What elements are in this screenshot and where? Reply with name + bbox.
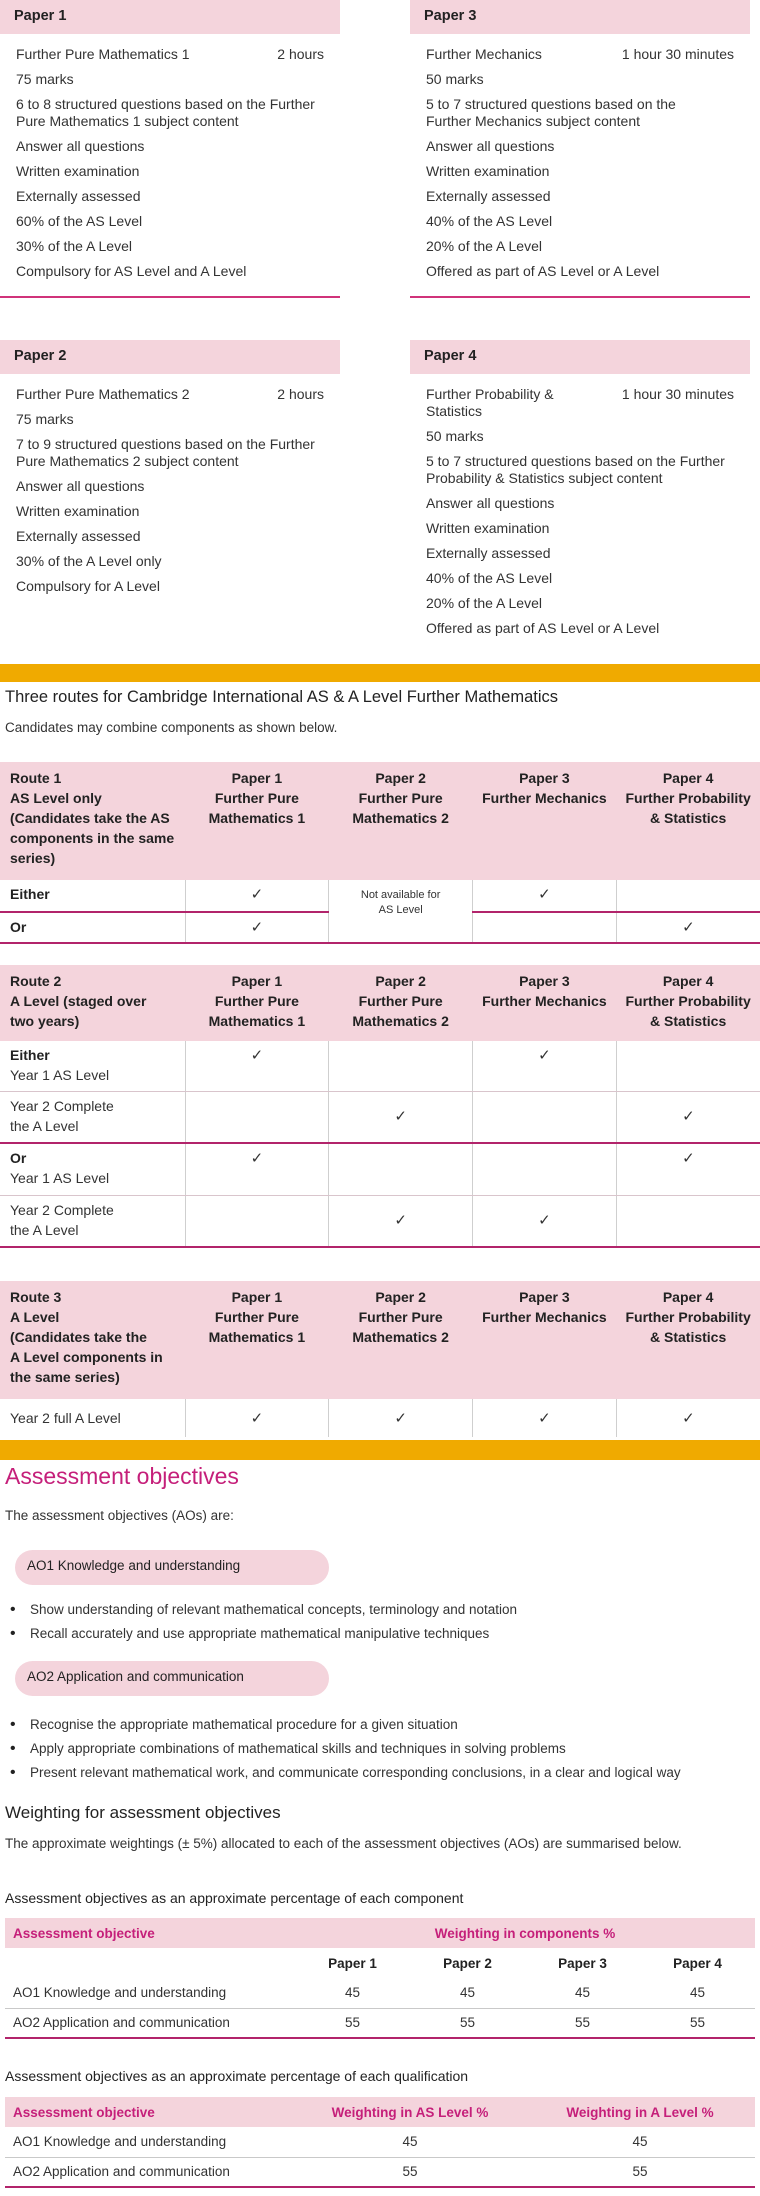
column-header: Weighting in A Level % — [525, 2097, 755, 2127]
paper-detail: 5 to 7 structured questions based on the Further Probability & Statistics subject content — [426, 453, 725, 486]
paper-detail: Compulsory for A Level — [16, 578, 160, 594]
check-icon: ✓ — [538, 886, 551, 903]
table-cell: 45 — [525, 2127, 755, 2157]
list-item: • Show understanding of relevant mathematical concepts, terminology and notation — [8, 1598, 517, 1622]
ao2-label: AO2 Application and communication — [15, 1661, 329, 1696]
paper-detail: 5 to 7 structured questions based on the Further Mechanics subject content — [426, 96, 676, 129]
check-icon: ✓ — [682, 1150, 695, 1167]
table-cell: 45 — [410, 1978, 525, 2008]
check-icon: ✓ — [394, 1108, 407, 1126]
check-icon: ✓ — [538, 1409, 551, 1427]
component-table-caption: Assessment objectives as an approximate percentage of each component — [5, 1890, 464, 1906]
route-1-table — [0, 762, 760, 944]
table-cell: 55 — [525, 2157, 755, 2187]
paper-detail: Answer all questions — [426, 495, 555, 511]
column-header-paper-2: Paper 2 Further Pure Mathematics 2 — [329, 965, 473, 1041]
column-header: Assessment objective — [5, 1918, 295, 1948]
qualification-weighting-table — [5, 2097, 755, 2188]
routes-title: Three routes for Cambridge International AS & A Level Further Mathematics — [5, 688, 559, 706]
paper-1-box — [0, 0, 340, 298]
paper-detail: Answer all questions — [426, 138, 555, 154]
column-header-paper-3: Paper 3 Further Mechanics — [473, 965, 617, 1041]
paper-detail: 30% of the A Level only — [16, 553, 162, 569]
paper-heading: Paper 1 — [0, 0, 340, 34]
table-row — [5, 2008, 755, 2038]
table-row — [0, 1143, 760, 1195]
column-header-paper-1: Paper 1 Further Pure Mathematics 1 — [185, 965, 329, 1041]
table-cell: 55 — [295, 2008, 410, 2038]
paper-title: Further Pure Mathematics 2 — [16, 386, 190, 402]
paper-detail: Offered as part of AS Level or A Level — [426, 620, 660, 636]
column-header: Paper 2 — [443, 1955, 492, 1971]
row-sublabel: Year 2 Complete — [10, 1097, 114, 1114]
row-label: AO1 Knowledge and understanding — [5, 2127, 295, 2157]
paper-duration: 1 hour 30 minutes — [621, 386, 734, 402]
table-cell: 45 — [295, 1978, 410, 2008]
paper-detail: Written examination — [16, 163, 140, 179]
check-icon: ✓ — [250, 1047, 264, 1064]
paper-detail: Written examination — [426, 163, 550, 179]
column-header-paper-1: Paper 1 Further Pure Mathematics 1 — [185, 762, 329, 880]
check-icon: ✓ — [538, 1212, 551, 1230]
paper-heading: Paper 3 — [410, 0, 750, 34]
row-label: Or — [10, 1150, 27, 1166]
routes-subtitle: Candidates may combine components as shown below. — [5, 720, 338, 735]
row-label: AO2 Application and communication — [5, 2008, 295, 2038]
paper-heading: Paper 2 — [0, 340, 340, 374]
list-item: • Apply appropriate combinations of mathematical skills and techniques in solving problems — [8, 1737, 681, 1761]
paper-detail: Offered as part of AS Level or A Level — [426, 263, 660, 279]
column-header-paper-4: Paper 4 Further Probability & Statistics — [616, 1281, 760, 1399]
section-divider — [0, 664, 760, 682]
check-icon: ✓ — [682, 1108, 695, 1126]
paper-3-box — [410, 0, 750, 298]
list-item: • Present relevant mathematical work, and communicate corresponding conclusions, in a clear and logical way — [8, 1761, 681, 1785]
row-sublabel: Year 1 AS Level — [10, 1067, 110, 1083]
paper-detail: Externally assessed — [426, 545, 551, 561]
section-divider — [0, 1440, 760, 1460]
paper-title: Further Probability & Statistics — [426, 386, 554, 419]
assessment-objectives-title: Assessment objectives — [5, 1463, 239, 1489]
row-label: Either — [10, 1047, 50, 1063]
column-header: Assessment objective — [5, 2097, 295, 2127]
table-row: Year 2 Complete the A Level ✓ ✓ — [0, 1195, 760, 1247]
ao1-bullets — [8, 1598, 517, 1646]
paper-detail: Compulsory for AS Level and A Level — [16, 263, 247, 279]
table-cell: 45 — [640, 1978, 755, 2008]
paper-duration: 1 hour 30 minutes — [621, 46, 734, 62]
table-row — [0, 1399, 760, 1437]
paper-detail: 50 marks — [426, 71, 484, 87]
column-header-paper-1: Paper 1 Further Pure Mathematics 1 — [185, 1281, 329, 1399]
paper-detail: 75 marks — [16, 71, 74, 87]
table-cell: 45 — [295, 2127, 525, 2157]
paper-2-box — [0, 340, 340, 603]
check-icon: ✓ — [250, 886, 264, 903]
paper-duration: 2 hours — [277, 386, 324, 402]
column-header-paper-3: Paper 3 Further Mechanics — [473, 1281, 617, 1399]
paper-detail: 20% of the A Level — [426, 595, 542, 611]
paper-detail: Externally assessed — [426, 188, 551, 204]
column-header: Paper 4 — [673, 1955, 722, 1971]
table-cell: 55 — [410, 2008, 525, 2038]
column-header: Weighting in AS Level % — [295, 2097, 525, 2127]
paper-detail: 20% of the A Level — [426, 238, 542, 254]
check-icon: ✓ — [250, 1150, 264, 1167]
route-3-table — [0, 1281, 760, 1437]
paper-title: Further Mechanics — [426, 46, 542, 62]
route-header: Route 3 A Level (Candidates take the A Level components in the same series) — [0, 1281, 185, 1399]
row-label: Or — [10, 919, 27, 935]
table-row — [5, 2127, 755, 2157]
paper-heading: Paper 4 — [410, 340, 750, 374]
table-cell: 45 — [525, 1978, 640, 2008]
table-row — [5, 2157, 755, 2187]
column-header-paper-4: Paper 4 Further Probability & Statistics — [616, 762, 760, 880]
paper-title: Further Pure Mathematics 1 — [16, 46, 190, 62]
table-row — [0, 1041, 760, 1091]
qualification-table-caption: Assessment objectives as an approximate percentage of each qualification — [5, 2068, 469, 2084]
row-label: Either — [10, 886, 50, 902]
table-cell: 55 — [525, 2008, 640, 2038]
ao2-bullets — [8, 1713, 681, 1785]
paper-detail: 30% of the A Level — [16, 238, 132, 254]
check-icon: ✓ — [250, 1409, 264, 1427]
paper-detail: Answer all questions — [16, 478, 145, 494]
paper-detail: Written examination — [16, 503, 140, 519]
check-icon: ✓ — [682, 919, 695, 936]
list-item: • Recognise the appropriate mathematical procedure for a given situation — [8, 1713, 681, 1737]
assessment-objectives-intro: The assessment objectives (AOs) are: — [5, 1508, 234, 1523]
table-cell: 55 — [640, 2008, 755, 2038]
column-header-paper-3: Paper 3 Further Mechanics — [473, 762, 617, 880]
component-weighting-table — [5, 1918, 755, 2039]
paper-detail: 7 to 9 structured questions based on the Further Pure Mathematics 2 subject content — [16, 436, 315, 469]
column-header: Paper 1 — [328, 1955, 377, 1971]
table-row: Year 2 Complete the A Level ✓ ✓ — [0, 1091, 760, 1143]
paper-detail: Answer all questions — [16, 138, 145, 154]
check-icon: ✓ — [682, 1409, 695, 1427]
route-2-table — [0, 965, 760, 1248]
route-header: Route 2 A Level (staged over two years) — [0, 965, 185, 1041]
column-header-paper-4: Paper 4 Further Probability & Statistics — [616, 965, 760, 1041]
paper-detail: Externally assessed — [16, 188, 141, 204]
route-header: Route 1 AS Level only (Candidates take the AS components in the same series) — [0, 762, 185, 880]
column-header-paper-2: Paper 2 Further Pure Mathematics 2 — [329, 762, 473, 880]
paper-4-box — [410, 340, 750, 645]
row-label: AO1 Knowledge and understanding — [5, 1978, 295, 2008]
table-row — [5, 1978, 755, 2008]
row-label: AO2 Application and communication — [5, 2157, 295, 2187]
weighting-title: Weighting for assessment objectives — [5, 1803, 281, 1822]
paper-detail: Written examination — [426, 520, 550, 536]
paper-detail: 40% of the AS Level — [426, 213, 553, 229]
paper-detail: 6 to 8 structured questions based on the Further Pure Mathematics 1 subject content — [16, 96, 315, 129]
paper-duration: 2 hours — [277, 46, 324, 62]
weighting-intro: The approximate weightings (± 5%) allocated to each of the assessment objectives (AOs) are summarised below. — [5, 1836, 682, 1851]
ao1-label: AO1 Knowledge and understanding — [15, 1550, 329, 1585]
paper-detail: 40% of the AS Level — [426, 570, 553, 586]
paper-detail: 75 marks — [16, 411, 74, 427]
not-available-note: Not available for AS Level — [360, 889, 441, 916]
row-sublabel: Year 1 AS Level — [10, 1170, 110, 1186]
row-sublabel: Year 2 full A Level — [10, 1410, 121, 1426]
column-header: Weighting in components % — [295, 1918, 755, 1948]
list-item: • Recall accurately and use appropriate mathematical manipulative techniques — [8, 1622, 517, 1646]
table-row — [0, 880, 760, 912]
check-icon: ✓ — [250, 919, 264, 936]
paper-detail: 50 marks — [426, 428, 484, 444]
column-header-paper-2: Paper 2 Further Pure Mathematics 2 — [329, 1281, 473, 1399]
row-sublabel: Year 2 Complete — [10, 1201, 114, 1218]
check-icon: ✓ — [538, 1047, 551, 1064]
check-icon: ✓ — [394, 1409, 407, 1427]
check-icon: ✓ — [394, 1212, 407, 1230]
table-cell: 55 — [295, 2157, 525, 2187]
column-header: Paper 3 — [558, 1955, 607, 1971]
paper-detail: 60% of the AS Level — [16, 213, 143, 229]
paper-detail: Externally assessed — [16, 528, 141, 544]
